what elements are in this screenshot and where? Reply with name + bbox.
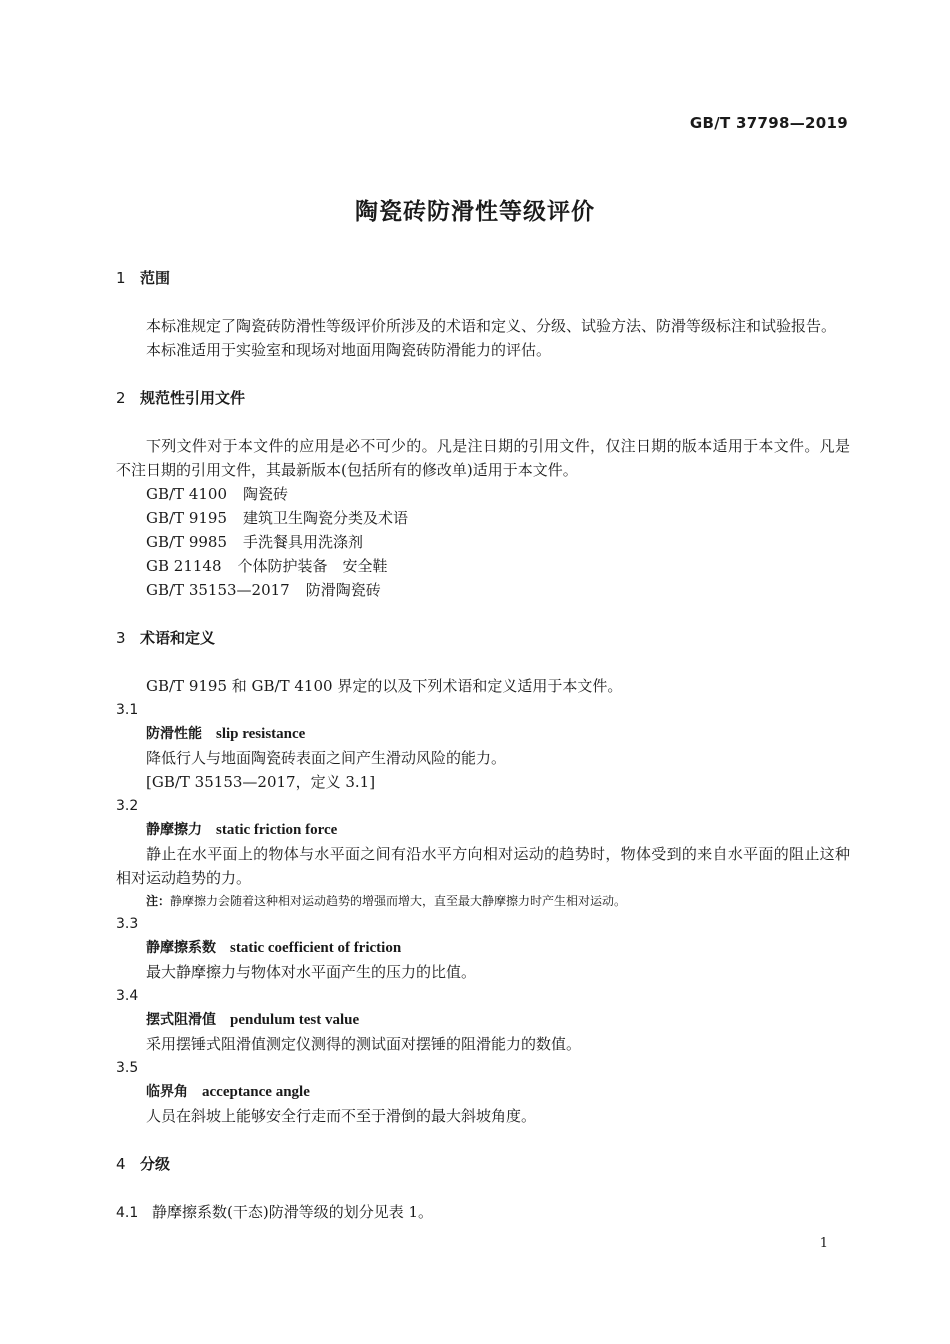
section-heading: 4 分级 <box>116 1155 171 1173</box>
term-heading: 防滑性能 slip resistance <box>146 726 306 742</box>
term-definition: 最大静摩擦力与物体对水平面产生的压力的比值。 <box>146 963 477 981</box>
term-number: 3.1 <box>116 702 139 718</box>
paragraph: 本标准规定了陶瓷砖防滑性等级评价所涉及的术语和定义、分级、试验方法、防滑等级标注和试验报告。 <box>146 317 837 335</box>
term-definition: 静止在水平面上的物体与水平面之间有沿水平方向相对运动的趋势时，物体受到的来自水平面的阻止这种相对运动趋势的力。 <box>116 845 850 887</box>
subclause: 4.1 静摩擦系数(干态)防滑等级的划分见表 1。 <box>116 1203 434 1221</box>
term-heading: 静摩擦力 static friction force <box>146 822 338 838</box>
term-definition: 人员在斜坡上能够安全行走而不至于滑倒的最大斜坡角度。 <box>146 1107 537 1125</box>
term-heading: 摆式阻滑值 pendulum test value <box>146 1012 360 1028</box>
term-number: 3.2 <box>116 798 139 814</box>
term-source: [GB/T 35153—2017，定义 3.1] <box>146 773 376 791</box>
section-heading: 1 范围 <box>116 269 171 287</box>
reference-item: GB/T 4100 陶瓷砖 <box>146 485 289 503</box>
document-body <box>116 266 850 1225</box>
page-number: 1 <box>819 1236 828 1251</box>
section-heading: 2 规范性引用文件 <box>116 389 246 407</box>
reference-item: GB/T 9195 建筑卫生陶瓷分类及术语 <box>146 509 409 527</box>
term-number: 3.5 <box>116 1060 139 1076</box>
reference-item: GB/T 35153—2017 防滑陶瓷砖 <box>146 581 381 599</box>
section-heading: 3 术语和定义 <box>116 629 216 647</box>
paragraph: 本标准适用于实验室和现场对地面用陶瓷砖防滑能力的评估。 <box>146 341 552 359</box>
term-heading: 静摩擦系数 static coefficient of friction <box>146 940 402 956</box>
term-definition: 采用摆锤式阻滑值测定仪测得的测试面对摆锤的阻滑能力的数值。 <box>146 1035 582 1053</box>
paragraph: 下列文件对于本文件的应用是必不可少的。凡是注日期的引用文件，仅注日期的版本适用于本文件。凡是不注日期的引用文件，其最新版本(包括所有的修改单)适用于本文件。 <box>116 437 850 479</box>
standard-code: GB/T 37798—2019 <box>689 114 848 132</box>
reference-item: GB/T 9985 手洗餐具用洗涤剂 <box>146 533 364 551</box>
term-number: 3.3 <box>116 916 139 932</box>
term-note: 注：静摩擦力会随着这种相对运动趋势的增强而增大，直至最大静摩擦力时产生相对运动。 <box>146 894 627 908</box>
term-definition: 降低行人与地面陶瓷砖表面之间产生滑动风险的能力。 <box>146 749 507 767</box>
term-heading: 临界角 acceptance angle <box>146 1084 310 1100</box>
document-title: 陶瓷砖防滑性等级评价 <box>355 199 595 225</box>
reference-item: GB 21148 个体防护装备 安全鞋 <box>146 557 388 575</box>
term-number: 3.4 <box>116 988 139 1004</box>
paragraph: GB/T 9195 和 GB/T 4100 界定的以及下列术语和定义适用于本文件。 <box>146 677 623 695</box>
